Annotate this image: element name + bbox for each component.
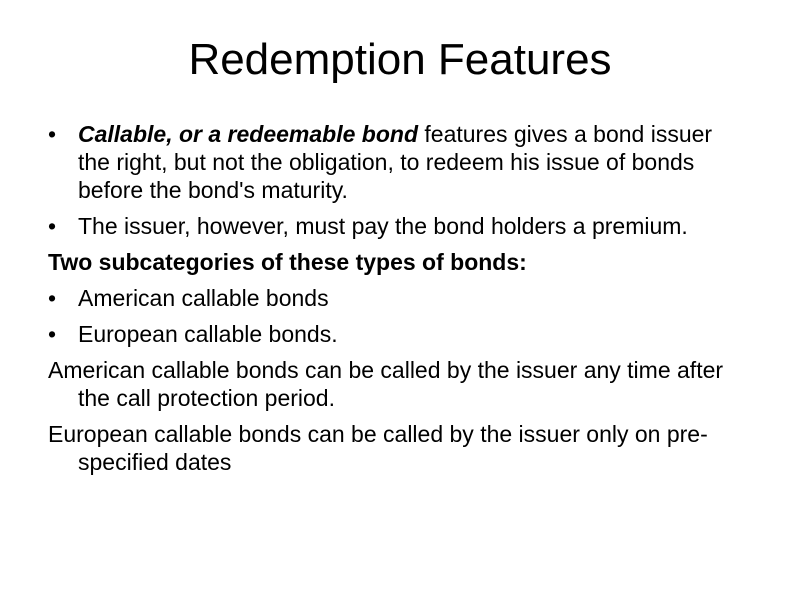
bullet-callable-definition bbox=[48, 120, 748, 204]
bullet-american-callable bbox=[48, 284, 748, 312]
callable-description: features gives a bond issuer the right, but not the obligation, to redeem his issue of bonds before the bond's maturity. bbox=[78, 121, 713, 203]
american-callable-text: American callable bonds bbox=[78, 285, 329, 311]
slide-body bbox=[48, 120, 748, 484]
bullet-european-callable bbox=[48, 320, 748, 348]
subcategories-heading: Two subcategories of these types of bonds: bbox=[48, 249, 527, 275]
european-callable-text: European callable bonds. bbox=[78, 321, 338, 347]
american-callable-paragraph: American callable bonds can be called by the issuer any time after the call protection period. bbox=[48, 357, 724, 411]
slide-title: Redemption Features bbox=[188, 35, 612, 84]
bullet-glyph: • bbox=[48, 121, 57, 147]
callable-term: Callable, or a redeemable bond bbox=[78, 121, 418, 147]
european-callable-paragraph: European callable bonds can be called by the issuer only on pre-specified dates bbox=[48, 421, 708, 475]
issuer-premium-text: The issuer, however, must pay the bond holders a premium. bbox=[78, 213, 688, 239]
bullet-glyph: • bbox=[48, 213, 57, 239]
bullet-glyph: • bbox=[48, 285, 57, 311]
bullet-glyph: • bbox=[48, 321, 57, 347]
bullet-issuer-premium bbox=[48, 212, 748, 240]
